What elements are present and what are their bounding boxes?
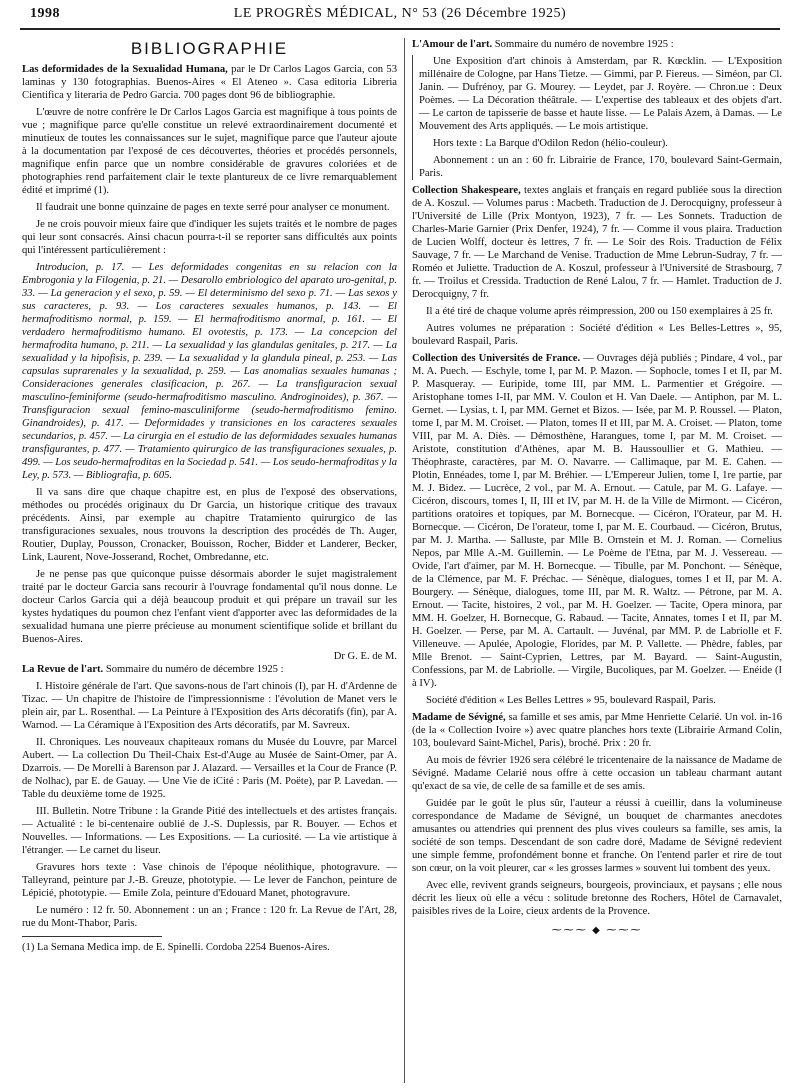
footnote-rule bbox=[22, 936, 162, 937]
column-divider bbox=[404, 38, 405, 1083]
revue-paragraph-4: Gravures hors texte : Vase chinois de l'époque néolithique, photogravure. — Talleyrand, peinture par J.-B. Greuze, phototypie. — Le lever de Fanchon, peinture de Lépicié, phototypie. — Emile Zola, peinture d'Edouard Manet, photogravure. bbox=[22, 862, 397, 899]
header-rule bbox=[20, 28, 780, 30]
amour-heading-paragraph bbox=[412, 38, 782, 51]
shakespeare-title: Collection Shakespeare, bbox=[412, 185, 521, 196]
lagos-title: Las deformidades de la Sexualidad Humana, bbox=[22, 64, 228, 75]
amour-intro: Sommaire du numéro de novembre 1925 : bbox=[492, 39, 674, 50]
shakespeare-body: textes anglais et français en regard publiée sous la direction de A. Koszul. — Volumes parus : Macbeth. Traduction de J. Derocquigny, professeur à l'Université de Lille (Prix Montyon, 1923), 7 fr. — Les Sonnets. Traduction de Charles-Marie Garnier (Prix Denfer, 1924), 7 fr. — Comme il vous plaira. Traduction de Lucien Wolff, docteur ès lettres, 7 fr. — Le Soir des Rois. Traduction de Félix Sauvage, 7 fr. — Le Marchand de Venise. Traduction de Mme Lebrun-Sudray, 7 fr. — Roméo et Juliette. Traduction de A. Koszul, professeur à l'Université de Strasbourg, 7 fr. — Troilus et Cressida. Traduction de René Lalou, 7 fr. — Hamlet. Traduction de J. Derocquigny, 7 fr. bbox=[412, 185, 782, 300]
sevigne-title: Madame de Sévigné, bbox=[412, 712, 506, 723]
universites-paragraph bbox=[412, 352, 782, 690]
end-ornament: ⁓⁓⁓ ◆ ⁓⁓⁓ bbox=[551, 925, 643, 936]
right-column bbox=[412, 38, 782, 937]
amour-abonnement: Abonnement : un an : 60 fr. Librairie de France, 170, boulevard Saint-Germain, Paris. bbox=[419, 155, 782, 179]
amour-contents bbox=[412, 55, 782, 180]
lagos-table-of-contents: Introducion, p. 17. — Les deformidades congenitas en su relacion con la Embrogonia y la Filogenia, p. 21. — Desarollo embriologico del aparato uro-genital, p. 33. — La generacion y el sexo, p. 59. — El determinismo del sexo p. 71. — Las sexos y sus caracteres, p. 93. — Los caracteres sexuales humanos, p. 143. — El hermafroditismo normal, p. 159. — El hermafroditismo anormal, p. 161. — El verdadero hermafroditismo humano. El ovotestis, p. 173. — La concepcion del hermafrodita humano, p. 211. — La sexualidad y las glandulas genitales, p. 217. — La sexualidad y la hipofisis, p. 239. — La sexualidad y la glandula pineal, p. 253. — Las capsulas suprarenales y la sexualidad, p. 259. — Las anomalias sexuales humanas ; Consideraciones generales clasificacion, p. 267. — La transfiguracion sexual masculino-feminiforme (seudo-hermafroditismo masculino. Androginoides), p. 367. — Transfiguracion sexual femino-masculiniforme (seudo-hermafroditismo femino. Ginandroides), p. 417. — Deformidades y transiciones en los caracteres sexuales secundarios, p. 457. — La cirurgia en el estudio de las deformidades sexuales humanas transfigurantes, p. 477. — Tratamiento quirurgico de las transfiguraciones sexuales, p. 499. — Los seudo-hermafroditas en la Sociedad p. 541. — Los seudo-hermafroditas y la Ley, p. 573. — Bibliografia, p. 605. bbox=[22, 262, 397, 481]
journal-title: LE PROGRÈS MÉDICAL, N° 53 (26 Décembre 1925) bbox=[233, 6, 567, 21]
section-title: BIBLIOGRAPHIE bbox=[130, 39, 289, 58]
footnote: (1) La Semana Medica imp. de E. Spinelli. Cordoba 2254 Buenos-Aires. bbox=[22, 942, 330, 953]
lagos-paragraph-5: Je ne pense pas que quiconque puisse désormais aborder le sujet magistralement traité par le docteur Garcia sans recourir à l'ouvrage fondamental qu'il nous donne. Le docteur Carlos Garcia qui a déjà beaucoup produit et qui prépare un travail sur les kystes hydatiques du poumon chez l'enfant vient d'apporter avec las deformidades de la sexualidad humana une pierre précieuse au monument scientifique solide et brillant du Buenos-Aires. bbox=[22, 569, 397, 645]
revue-paragraph-5: Le numéro : 12 fr. 50. Abonnement : un an ; France : 120 fr. La Revue de l'Art, 28, rue du Mont-Thabor, Paris. bbox=[22, 905, 397, 929]
universites-body: — Ouvrages déjà publiés ; Pindare, 4 vol., par M. A. Puech. — Eschyle, tome I, par M. P. Mazon. — Sophocle, tomes I et II, par M. P. Masqueray. — Euripide, tome III, par MM. L. Parmentier et Grégoire. — Aristophane tomes I-II, par MM. V. Coulon et H. Van Daele. — Antiphon, par M. L. Gernet. — Lysias, t. I, par MM. Gernet et Bizos. — Isée, par M. P. Roussel. — Platon, tome I, par M. M. Croiset. — Platon, tomes II et III, par M. A. Croiset. — Platon, tome VIII, par M. A. Diès. — Démosthène, Harangues, tome I, par M. M. Croiset. — Aristote, constitution d'Athènes, apar M. B. Haussoullier et G. Mathieu. — Théophraste, caractères, par M. O. Navarre. — Callimaque, par M. E. Cahen. — Plotin, Ennéades, tome I, par M. Bréhier. — L'Empereur Julien, tome I, 1re partie, par M. J. Bidez. — Lucrèce, 2 vol., par M. A. Ernout. — Catule, par M. G. Lafaye. — Cicéron, discours, tomes I, II, III et IV, par M. H. de la Ville de Mirmont. — Cicéron, partitions oratoires et topiques, par M. Bornecque. — Cicéron, l'Orateur, par M. H. Bornecque. — Cicéron, De l'orateur, tome I, par M. E. Courbaud. — Cicéron, Brutus, par M. J. Martha. — Salluste, par Mlle B. Ornstein et M. J. Roman. — Cornelius Nepos, par Mlle A.-M. Guillemin. — Le Poème de l'Etna, par M. J. Vessereau. — Ovide, l'art d'aimer, par M. H. Bornecque. — Tibulle, par M. Ponchont. — Sénèque, de la Clémence, par M. F. Préchac. — Sénèque, dialogues, tomes I et II, par M. A. Bourgery. — Sénèque, dialogues, tome III, par M. R. Waltz. — Pétrone, par M. A. Ernout. — Tacite, histoires, 2 vol., par M. H. Goelzer. — Tacite, Opera minora, par MM. H. Goelzer, H. Bornecque, G. Rabaud. — Tacite, Annates, tomes I et II, par M. H. Goelzer. — Perse, par M. A. Cartault. — Juvénal, par MM. P. de Labriolle et F. Villeneuve. — Apulée, Apologie, Florides, par M. P. Vallette. — Phèdre, fables, par Mlle Brenot. — Saint-Cyprien, Lettres, par M. Bayard. — Saint-Augustin, Confessions, par M. de Labriolle. — Virgile, Bucoliques, par M. Goelzer. — Enéide (I à IV). bbox=[412, 353, 782, 689]
lagos-heading-paragraph bbox=[22, 63, 397, 102]
lagos-paragraph-1: L'œuvre de notre confrère le Dr Carlos Lagos Garcia est magnifique à tous points de vue ; magnifique parce qu'elle constitue un relevé extraordinairement documenté et minutieux de toutes les connaissances sur le sujet, magnifique parce que l'auteur ajoute à la documentation par l'exposé de ces découvertes, théories et procédés personnels, magnifique enfin parce que un nombre considérable de gravures coloriées et de photographies rend parfaitement clair le texte plantureux de ce livre remarquablement édité et imprimé (1). bbox=[22, 107, 397, 196]
shakespeare-paragraph bbox=[412, 184, 782, 301]
amour-title: L'Amour de l'art. bbox=[412, 39, 493, 50]
amour-body: Une Exposition d'art chinois à Amsterdam, par R. Kœcklin. — L'Exposition millénaire de Cologne, par Hans Tietze. — Gimmi, par P. Fiereus. — Siméon, par Cl. Janin. — Dufrénoy, par G. Mourey. — Leydet, par J. Royère. — Chron.ue : Deux Poèmes. — La Décoration théâtrale. — L'expertise des tableaux et des objets d'art. — Le carton de tapisserie de basse et haute lisse. — Le Palais Azem, à Damas. — Le Mouvement des Arts appliqués. — Le mois artistique. bbox=[419, 56, 782, 132]
lagos-paragraph-2: Il faudrait une bonne quinzaine de pages en texte serré pour analyser ce monument. bbox=[36, 202, 390, 213]
revue-intro: Sommaire du numéro de décembre 1925 : bbox=[103, 664, 284, 675]
sevigne-paragraph-2: Guidée par le goût le plus sûr, l'auteur a réussi à cueillir, dans la volumineuse correspondance de Madame de Sévigné, un bouquet de charmantes anecdotes amusantes ou attendries qui prennent des plus vives couleurs sa famille, ses amis, la société de son temps. Descendant de son cadre doré, Madame de Sévigné redevient une simple femme, profondément bonne et franche. On l'entend parler et rire de tout son cœur, on la voit pleurer, car « les grosses larmes » souvent lui tombent des yeux. bbox=[412, 798, 782, 874]
revue-heading-paragraph bbox=[22, 663, 397, 676]
sevigne-paragraph-1: Au mois de février 1926 sera célébré le tricentenaire de la naissance de Madame de Sévigné. Madame Celarié nous offre à cette occasion un tableau charmant autant qu'exact de sa vie, de celle de sa famille et de ses amis. bbox=[412, 755, 782, 792]
amour-hors-texte: Hors texte : La Barque d'Odilon Redon (hélio-couleur). bbox=[433, 138, 668, 149]
sevigne-subtitle: sa famille et ses amis, par Mme Henriette Celarié. Un vol. in-16 (de la « Collection Ivoire ») avec quatre planches hors texte (Librairie Armand Colin, 103, boulevard Saint-Michel, Paris), broché. Prix : 20 fr. bbox=[412, 712, 782, 749]
lagos-paragraph-4: Il va sans dire que chaque chapitre est, en plus de l'exposé des observations, méthodes ou procédés originaux du Dr Garcia, un historique critique des travaux précédents. Ainsi, par exemple au chapitre Tratamiento quirurgico de las transfiguraciones sexuales, nous trouvons la description des procédés de Th. Auger, Routier, Duplay, Pousson, Cronacker, Bouisson, Rocher, Bidder et Landerer, Becker, Link, Laurent, Nove-Josserand, Rochet, Ombredanne, etc. bbox=[22, 487, 397, 563]
shakespeare-paragraph-3: Autres volumes ne préparation : Société d'édition « Les Belles-Lettres », 95, boulevard Raspail, Paris. bbox=[412, 323, 782, 347]
page-number: 1998 bbox=[30, 6, 60, 21]
sevigne-heading-paragraph bbox=[412, 711, 782, 750]
lagos-paragraph-3: Je ne crois pouvoir mieux faire que d'indiquer les sujets traités et le nombre de pages qui leur sont consacrés. Ainsi chacun pourra-t-il se reporter sans difficultés aux points qui l'intéressent particulièrement : bbox=[22, 219, 397, 256]
sevigne-paragraph-3: Avec elle, revivent grands seigneurs, bourgeois, provinciaux, et paysans ; elle nous décrit les lieux où elle a vécu : solitude bretonne des Rochers, Hôtel de Carnavalet, paisibles rives de la Loire, cieux ardents de la Provence. bbox=[412, 880, 782, 917]
lagos-signature: Dr G. E. de M. bbox=[333, 651, 397, 662]
page-header bbox=[20, 4, 780, 30]
left-column bbox=[22, 38, 397, 958]
revue-paragraph-2: II. Chroniques. Les nouveaux chapiteaux romans du Musée du Louvre, par Marcel Aubert. — La collection Du Theil-Chaix Est-d'Auge au Musée de Saint-Omer, par A. Dzarrois. — De Morelli à Barenson par J. Alazard. — Versailles et la Cour de France (P. de Nolhac), par E. de Gauay. — Une Vie de iCité : Paris (M. Poëte), par P. Lavedan. — Table du deuxième tome de 1925. bbox=[22, 737, 397, 800]
lagos-publication: par le Dr Carlos Lagos Garcia, con 53 laminas y 130 fotographias. Buenos-Aires « El Ateneo ». Casa editoria Libreria Cientifica y literaria de Pedro Garcia. 700 pages dont 96 de bibliographie. bbox=[22, 64, 397, 101]
revue-paragraph-3: III. Bulletin. Notre Tribune : la Grande Pitié des intellectuels et des artistes français. — Actualité : le bi-centenaire oublié de J.-S. Duplessis, par R. Bouyer. — Echos et Nouvelles. — Informations. — Les Expositions. — La curiosité. — La vie artistique à l'étranger. — Le carnet du liseur. bbox=[22, 806, 397, 856]
shakespeare-paragraph-2: Il a été tiré de chaque volume après réimpression, 200 ou 150 exemplaires à 25 fr. bbox=[426, 306, 773, 317]
universites-title: Collection des Universités de France. bbox=[412, 353, 581, 364]
universites-societe: Société d'édition « Les Belles Lettres » 95, boulevard Raspail, Paris. bbox=[426, 695, 716, 706]
revue-paragraph-1: I. Histoire générale de l'art. Que savons-nous de l'art chinois (I), par H. d'Ardenne de Tizac. — Un chapitre de l'histoire de l'impressionnisme : l'évolution de Manet vers le plein air, par L. Rosenthal. — La Peinture à l'Exposition des Arts décoratifs (fin), par A. Warnod. — La Céramique à l'Exposition des Arts décoratifs, par M. Savreux. bbox=[22, 681, 397, 731]
revue-title: La Revue de l'art. bbox=[22, 664, 104, 675]
